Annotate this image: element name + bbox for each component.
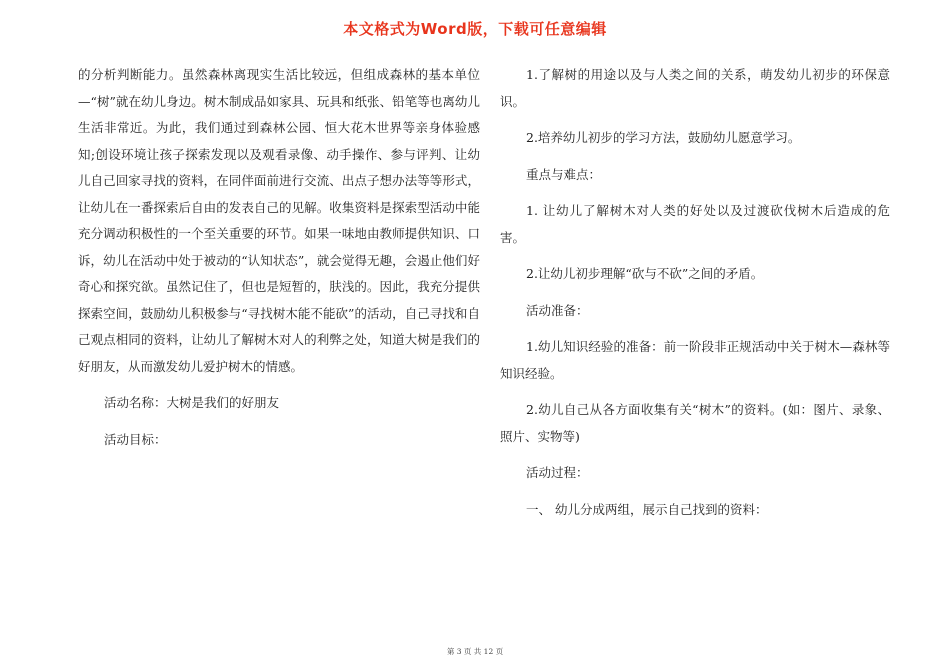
document-header-title: 本文格式为Word版，下载可任意编辑 <box>343 20 607 38</box>
right-column <box>500 62 890 523</box>
process-label: 活动过程： <box>526 465 589 480</box>
key-point-item-1: 1. 让幼儿了解树木对人类的好处以及过渡砍伐树木后造成的危害。 <box>500 203 890 245</box>
activity-name: 活动名称：大树是我们的好朋友 <box>104 395 280 410</box>
page-number: 第 3 页 共 12 页 <box>446 647 504 656</box>
preparation-item-1: 1.幼儿知识经验的准备：前一阶段非正规活动中关于树木—森林等知识经验。 <box>500 339 890 381</box>
goal-item-1: 1.了解树的用途以及与人类之间的关系，萌发幼儿初步的环保意识。 <box>500 67 890 109</box>
key-points-label: 重点与难点： <box>526 166 602 182</box>
left-column <box>78 62 480 453</box>
key-point-item-2: 2.让幼儿初步理解“砍与不砍”之间的矛盾。 <box>526 266 764 281</box>
preparation-label: 活动准备： <box>526 302 589 318</box>
goal-item-2: 2.培养幼儿初步的学习方法，鼓励幼儿愿意学习。 <box>526 130 801 145</box>
activity-goal-label: 活动目标： <box>104 431 167 447</box>
preparation-item-2: 2.幼儿自己从各方面收集有关“树木”的资料。(如：图片、录象、照片、实物等) <box>500 402 890 444</box>
process-step-1: 一、 幼儿分成两组，展示自己找到的资料： <box>526 501 768 517</box>
body-paragraph: 的分析判断能力。虽然森林离现实生活比较远，但组成森林的基本单位—“树”就在幼儿身边。树木制成品如家具、玩具和纸张、铅笔等也离幼儿生活非常近。为此，我们通过到森林公园、恒大花木世界等亲身体验感知;创设环境让孩子探索发现以及观看录像、动手操作、参与评判、让幼儿自己回家寻找的资料，在同伴面前进行交流、出点子想办法等等形式，让幼儿在一番探索后自由的发表自己的见解。收集资料是探索型活动中能充分调动积极性的一个至关重要的环节。如果一味地由教师提供知识、口诉，幼儿在活动中处于被动的“认知状态”，就会觉得无趣，会遏止他们好奇心和探究欲。虽然记住了，但也是短暂的，肤浅的。因此，我充分提供探索空间，鼓励幼儿积极参与“寻找树木能不能砍”的活动，自己寻找和自己观点相同的资料，让幼儿了解树木对人的利弊之处，知道大树是我们的好朋友，从而激发幼儿爱护树木的情感。 <box>78 67 480 374</box>
